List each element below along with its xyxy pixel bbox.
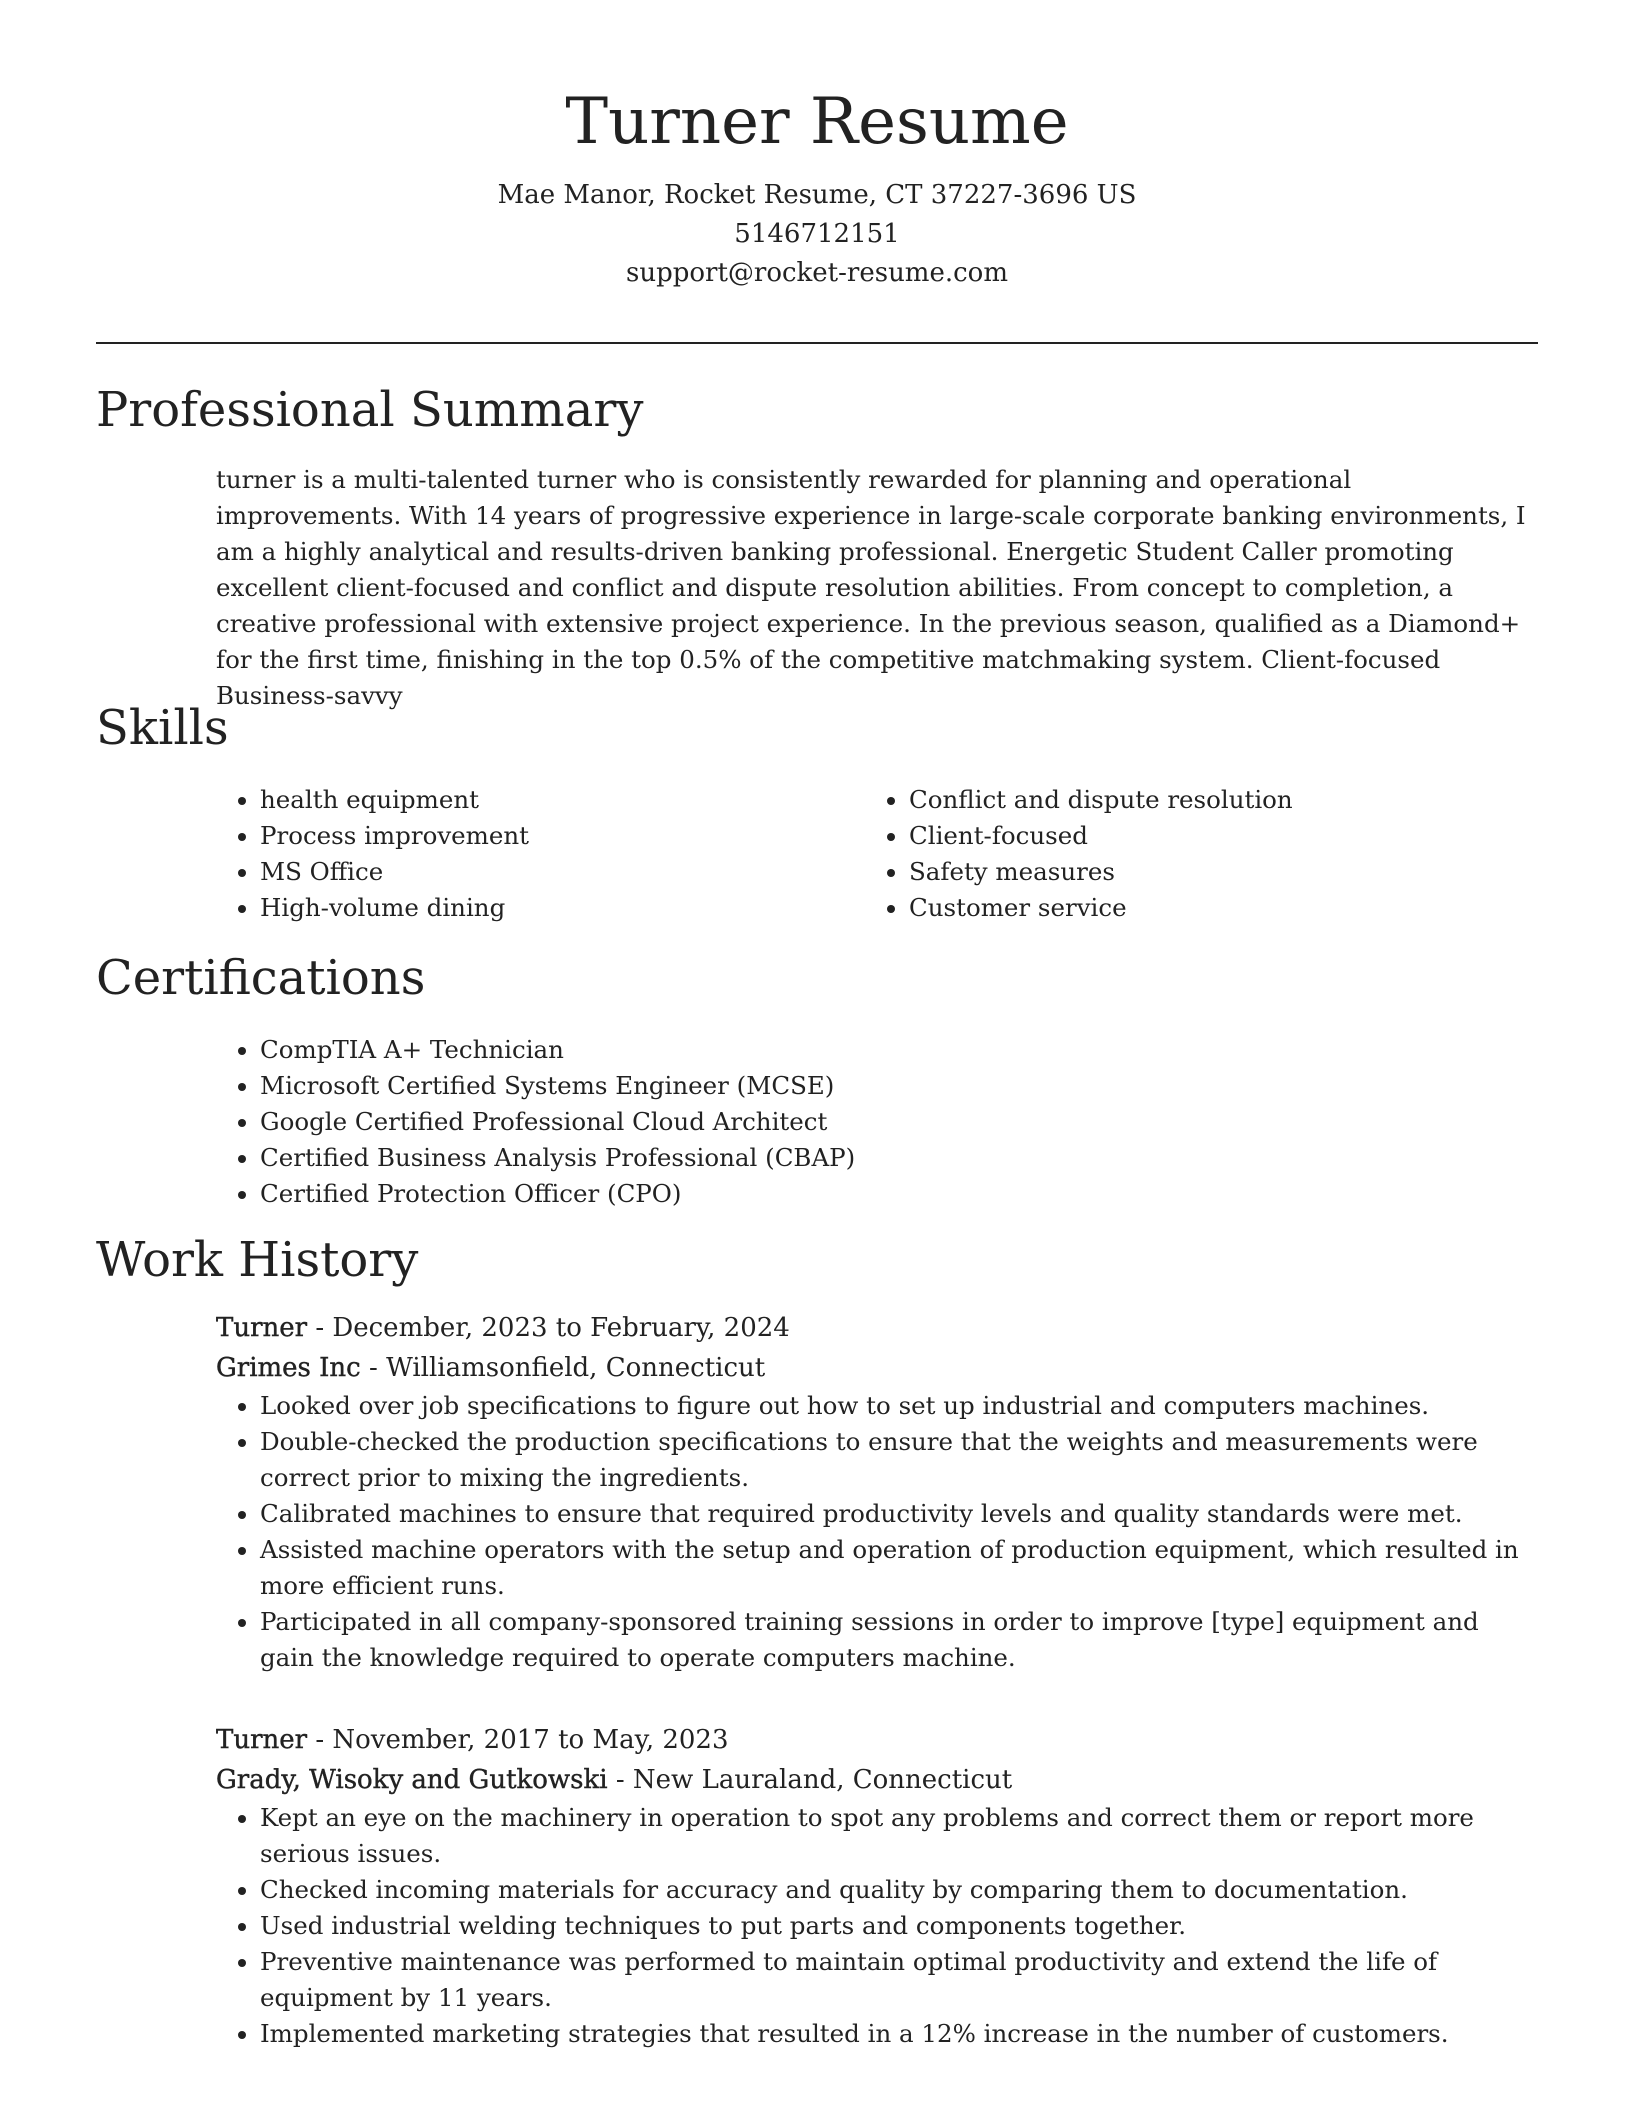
skill-item: • health equipment [260,782,816,818]
work-history-heading: Work History [96,1232,419,1288]
certification-item: • Certified Protection Officer (CPO) [260,1176,1538,1212]
job-bullet: • Double-checked the production specifications to ensure that the weights and measurements were correct prior to mixing the ingredients. [260,1424,1538,1496]
skill-item: • Client-focused [909,818,1525,854]
job-title-line [216,1720,1538,1760]
job-bullet: • Implemented marketing strategies that resulted in a 12% increase in the number of customers. [260,2016,1538,2052]
skills-column-right [865,782,1525,926]
contact-email: support@rocket-resume.com [625,258,1008,288]
job-dates: - December, 2023 to February, 2024 [307,1313,790,1343]
job-bullet: • Calibrated machines to ensure that required productivity levels and quality standards were met. [260,1496,1538,1532]
job-bullet-list [216,1388,1538,1676]
job-bullet: • Looked over job specifications to figure out how to set up industrial and computers machines. [260,1388,1538,1424]
resume-header [96,80,1538,293]
job-bullet: • Checked incoming materials for accuracy and quality by comparing them to documentation. [260,1872,1538,1908]
certification-item: • Microsoft Certified Systems Engineer (MCSE) [260,1068,1538,1104]
job-location: - Williamsonfield, Connecticut [360,1353,766,1383]
certifications-list [216,1032,1538,1212]
summary-heading: Professional Summary [96,382,644,438]
job-bullet: • Assisted machine operators with the setup and operation of production equipment, which resulted in more efficient runs. [260,1532,1538,1604]
skill-item: • Customer service [909,890,1525,926]
job-bullet: • Kept an eye on the machinery in operation to spot any problems and correct them or report more serious issues. [260,1800,1538,1872]
job-bullet: • Used industrial welding techniques to put parts and components together. [260,1908,1538,1944]
skills-list-left [216,782,816,926]
contact-address: Mae Manor, Rocket Resume, CT 37227-3696 US [497,180,1137,210]
job-title-line [216,1308,1538,1348]
job-company-line [216,1348,1538,1388]
job-entry [216,1720,1538,2052]
skill-item: • High-volume dining [260,890,816,926]
job-company: Grady, Wisoky and Gutkowski [216,1765,608,1795]
job-role: Turner [216,1313,308,1343]
job-bullet: • Participated in all company-sponsored training sessions in order to improve [type] equipment and gain the knowledge required to operate computers machine. [260,1604,1538,1676]
job-entry [216,1308,1538,1676]
job-company: Grimes Inc [216,1353,361,1383]
skill-item: • Conflict and dispute resolution [909,782,1525,818]
skill-item: • Safety measures [909,854,1525,890]
job-bullet: • Preventive maintenance was performed to maintain optimal productivity and extend the life of equipment by 11 years. [260,1944,1538,2016]
certification-item: • Certified Business Analysis Professional (CBAP) [260,1140,1538,1176]
skills-list-right [865,782,1525,926]
certifications-block [216,1032,1538,1212]
summary-text: turner is a multi-talented turner who is consistently rewarded for planning and operational improvements. With 14 years of progressive experience in large-scale corporate banking environments, I am a highly analytical and results-driven banking professional. Energetic Student Caller promoting excellent client-focused and conflict and dispute resolution abilities. From concept to completion, a creative professional with extensive project experience. In the previous season, qualified as a Diamond+ for the first time, finishing in the top 0.5% of the competitive matchmaking system. Client-focused Business-savvy [216,465,1526,710]
header-divider [96,342,1538,344]
job-company-line [216,1760,1538,1800]
job-bullet-list [216,1800,1538,2052]
skills-column-left [216,782,816,926]
certification-item: • CompTIA A+ Technician [260,1032,1538,1068]
skill-item: • Process improvement [260,818,816,854]
resume-name: Turner Resume [565,85,1069,159]
contact-phone: 5146712151 [734,219,900,249]
skills-heading: Skills [96,700,229,756]
skill-item: • MS Office [260,854,816,890]
job-dates: - November, 2017 to May, 2023 [307,1725,729,1755]
certifications-heading: Certifications [96,950,426,1006]
job-location: - New Lauraland, Connecticut [607,1765,1013,1795]
certification-item: • Google Certified Professional Cloud Architect [260,1104,1538,1140]
job-role: Turner [216,1725,308,1755]
